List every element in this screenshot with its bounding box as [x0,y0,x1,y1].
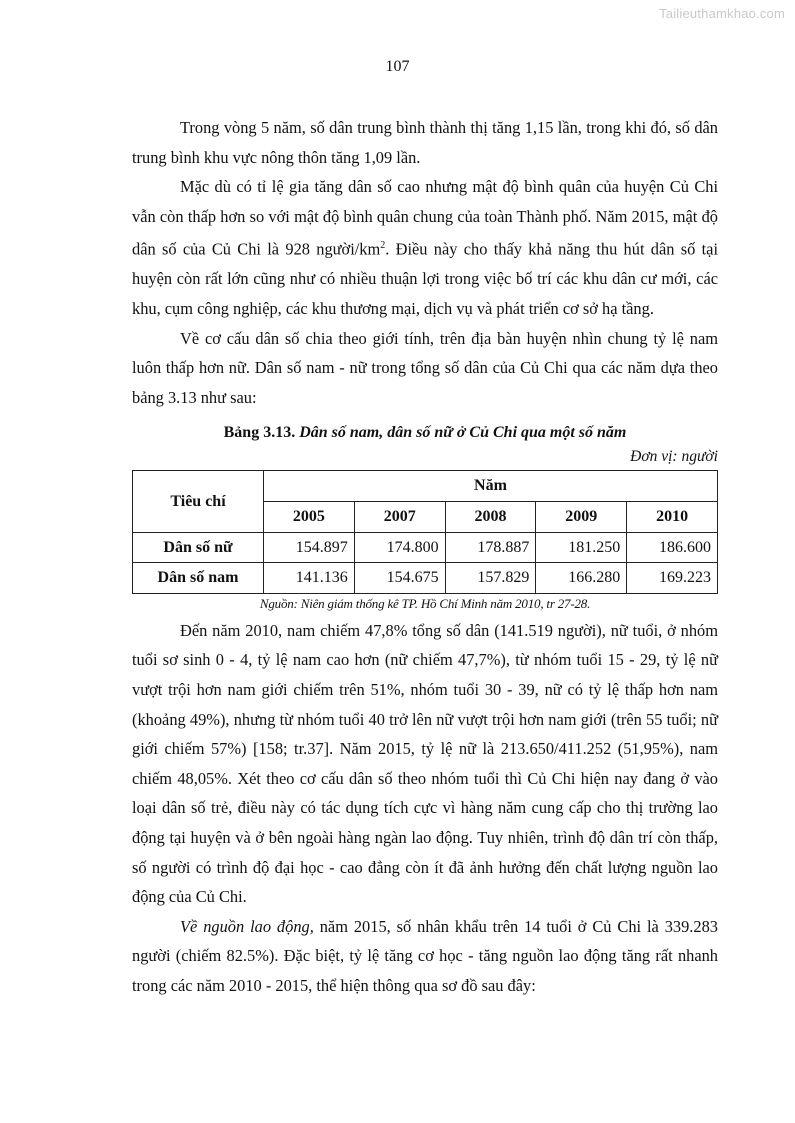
document-body [132,113,718,1001]
table-title [132,422,718,444]
population-table [132,470,718,593]
table-title-caption: Dân số nam, dân số nữ ở Củ Chi qua một số năm [299,424,627,442]
paragraph-labor-source [132,912,718,1001]
table-title-label: Bảng 3.13. [223,424,300,442]
table-source: Nguồn: Niên giám thống kê TP. Hồ Chí Minh năm 2010, tr 27-28. [259,595,591,611]
year-cell: 2005 [264,502,355,533]
row-label: Dân số nam [133,563,264,594]
header-year: Năm [264,471,718,502]
watermark: Tailieuthamkhao.com [659,6,785,21]
year-cell: 2007 [354,502,445,533]
table-row-female [133,532,718,563]
value-cell: 141.136 [264,563,355,594]
value-cell: 166.280 [536,563,627,594]
paragraph-density [132,172,718,323]
table-row-male [133,563,718,594]
labor-text: năm 2015, số nhân khẩu trên 14 tuổi ở Củ Chi là 339.283 người (chiếm 82.5%). Đặc biệt, tỷ lệ tăng cơ học - tăng nguồn lao động tăng rất nhanh trong các năm 2010 - 2015, thể hiện thông qua sơ đồ sau đây: [132,916,718,995]
header-criteria: Tiêu chí [133,471,264,532]
value-cell: 154.675 [354,563,445,594]
density-superscript: 2 [380,240,386,252]
page-number: 107 [385,58,410,75]
value-cell: 181.250 [536,532,627,563]
value-cell: 174.800 [354,532,445,563]
value-cell: 186.600 [627,532,718,563]
density-text-a: Mặc dù có tỉ lệ gia tăng dân số cao nhưng mật độ bình quân của huyện Củ Chi vẫn còn thấp hơn so với mật độ bình quân chung của toàn Thành phố. Năm 2015, mật độ dân số của Củ Chi là 928 người/km [132,177,718,259]
labor-lead: Về nguồn lao động, [180,916,314,936]
paragraph-gender-structure: Về cơ cấu dân số chia theo giới tính, trên địa bàn huyện nhìn chung tỷ lệ nam luôn thấp hơn nữ. Dân số nam - nữ trong tổng số dân của Củ Chi qua các năm dựa theo bảng 3.13 như sau: [132,328,718,407]
table-header-row [133,471,718,502]
value-cell: 169.223 [627,563,718,594]
table-unit: Đơn vị: người [630,448,718,466]
value-cell: 154.897 [264,532,355,563]
value-cell: 157.829 [445,563,536,594]
year-cell: 2010 [627,502,718,533]
paragraph-urban-rural: Trong vòng 5 năm, số dân trung bình thành thị tăng 1,15 lần, trong khi đó, số dân trung bình khu vực nông thôn tăng 1,09 lần. [132,118,718,167]
row-label: Dân số nữ [133,532,264,563]
paragraph-age-structure: Đến năm 2010, nam chiếm 47,8% tổng số dân (141.519 người), nữ tuổi, ở nhóm tuổi sơ sinh 0 - 4, tỷ lệ nam cao hơn (nữ chiếm 47,7%), từ nhóm tuổi 15 - 29, tỷ lệ nữ vượt trội hơn nam giới chiếm trên 51%, nhóm tuổi 30 - 39, nữ có tỷ lệ thấp hơn nam (khoảng 49%), nhưng từ nhóm tuổi 40 trở lên nữ vượt trội hơn nam giới (trên 55 tuổi; nữ giới chiếm 57%) [158; tr.37]. Năm 2015, tỷ lệ nữ là 213.650/411.252 (51,95%), nam chiếm 48,05%. Xét theo cơ cấu dân số theo nhóm tuổi thì Củ Chi hiện nay đang ở vào loại dân số trẻ, điều này có tác dụng tích cực vì hàng năm cung cấp cho thị trường lao động tại huyện và ở bên ngoài hàng ngàn lao động. Tuy nhiên, trình độ dân trí còn thấp, số người có trình độ đại học - cao đẳng còn ít đã ảnh hưởng đến chất lượng nguồn lao động của Củ Chi. [132,620,718,907]
density-text-b: . Điều này cho thấy khả năng thu hút dân số tại huyện còn rất lớn cũng như có nhiều thuận lợi trong việc bố trí các khu dân cư mới, các khu, cụm công nghiệp, các khu thương mại, dịch vụ và phát triển cơ sở hạ tầng. [132,239,719,319]
value-cell: 178.887 [445,532,536,563]
year-cell: 2008 [445,502,536,533]
year-cell: 2009 [536,502,627,533]
